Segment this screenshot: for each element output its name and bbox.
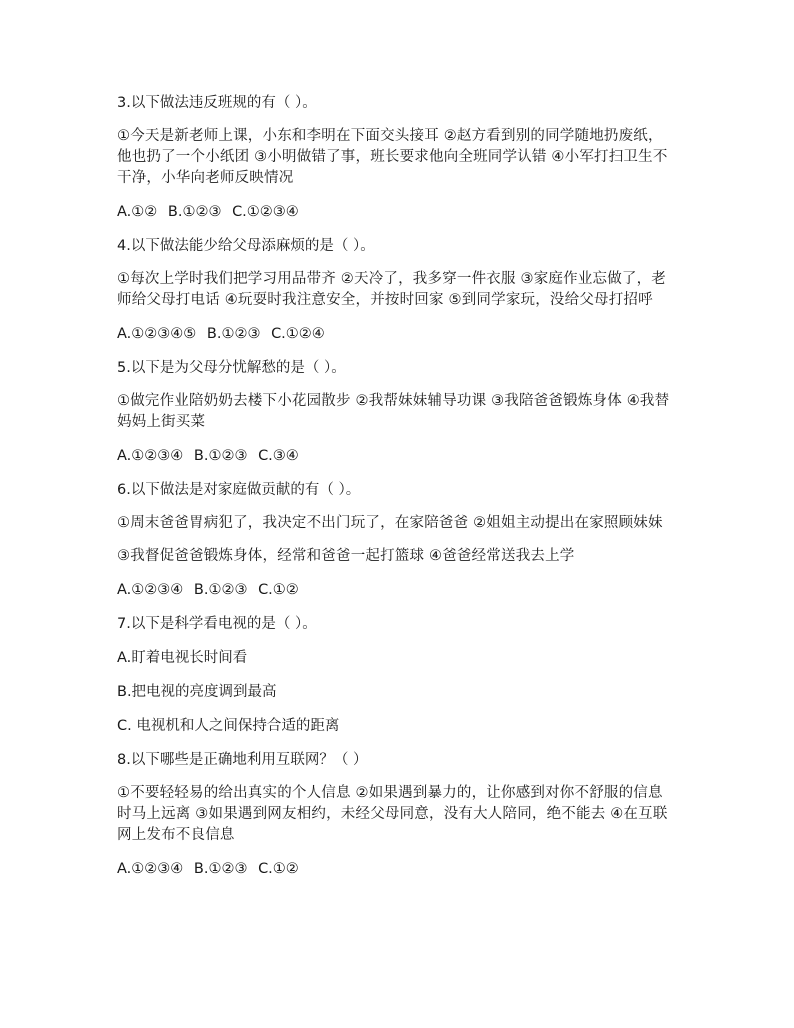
option-a[interactable]: A.①②③④	[117, 448, 184, 464]
answer-options	[117, 201, 677, 223]
option-a[interactable]: A.①②	[117, 204, 158, 220]
question-statements	[117, 513, 677, 567]
question-title: 6.以下做法是对家庭做贡献的有（ ）。	[117, 482, 361, 498]
option-b[interactable]: B.①②③	[167, 204, 222, 220]
question-6	[117, 479, 677, 601]
option-c[interactable]: C.①②④	[271, 326, 325, 342]
question-3	[117, 92, 677, 223]
statement-text: ①周末爸爸胃病犯了，我决定不出门玩了，在家陪爸爸 ②姐姐主动提出在家照顾妹妹	[117, 515, 663, 531]
option-a[interactable]: A.盯着电视长时间看	[117, 650, 248, 666]
question-7	[117, 613, 677, 737]
option-c[interactable]: C.①②③④	[232, 204, 299, 220]
question-statements	[117, 783, 677, 846]
option-b[interactable]: B.①②③	[206, 326, 261, 342]
statement-text: ①今天是新老师上课，小东和李明在下面交头接耳 ②赵方看到别的同学随地扔废纸，他也扔了一个小纸团 ③小明做错了事，班长要求他向全班同学认错 ④小军打扫卫生不干净，小华向老师反映情况	[117, 128, 668, 186]
option-c[interactable]: C.③④	[258, 448, 299, 464]
option-a[interactable]: A.①②③④⑤	[117, 326, 197, 342]
worksheet-page	[117, 92, 677, 892]
statement-text: ③我督促爸爸锻炼身体，经常和爸爸一起打篮球 ④爸爸经常送我去上学	[117, 548, 575, 564]
question-title: 7.以下是科学看电视的是（ ）。	[117, 616, 317, 632]
option-c[interactable]: C.①②	[258, 582, 299, 598]
option-c[interactable]: C.①②	[258, 861, 299, 877]
option-b[interactable]: B.把电视的亮度调到最高	[117, 684, 277, 700]
question-title: 4.以下做法能少给父母添麻烦的是（ ）。	[117, 238, 375, 254]
option-a[interactable]: A.①②③④	[117, 582, 184, 598]
answer-options	[117, 323, 677, 345]
answer-options	[117, 445, 677, 467]
question-title: 5.以下是为父母分忧解愁的是（ ）。	[117, 360, 346, 376]
option-b[interactable]: B.①②③	[193, 582, 248, 598]
option-a[interactable]: A.①②③④	[117, 861, 184, 877]
question-statements	[117, 126, 677, 189]
question-statements	[117, 391, 677, 433]
option-b[interactable]: B.①②③	[193, 448, 248, 464]
answer-options	[117, 858, 677, 880]
question-4	[117, 235, 677, 345]
option-b[interactable]: B.①②③	[193, 861, 248, 877]
option-c[interactable]: C. 电视机和人之间保持合适的距离	[117, 718, 340, 734]
statement-text: ①做完作业陪奶奶去楼下小花园散步 ②我帮妹妹辅导功课 ③我陪爸爸锻炼身体 ④我替妈妈上街买菜	[117, 393, 670, 430]
answer-options	[117, 579, 677, 601]
statement-text: ①每次上学时我们把学习用品带齐 ②天冷了，我多穿一件衣服 ③家庭作业忘做了，老师给父母打电话 ④玩耍时我注意安全，并按时回家 ⑤到同学家玩，没给父母打招呼	[117, 271, 667, 308]
question-title: 8.以下哪些是正确地利用互联网？（ ）	[117, 752, 368, 768]
statement-text: ①不要轻轻易的给出真实的个人信息 ②如果遇到暴力的，让你感到对你不舒服的信息时马上远离 ③如果遇到网友相约，未经父母同意，没有大人陪同，绝不能去 ④在互联网上发布不良信息	[117, 785, 668, 843]
question-statements	[117, 269, 677, 311]
question-5	[117, 357, 677, 467]
question-title: 3.以下做法违反班规的有（ ）。	[117, 95, 317, 111]
question-8	[117, 749, 677, 880]
